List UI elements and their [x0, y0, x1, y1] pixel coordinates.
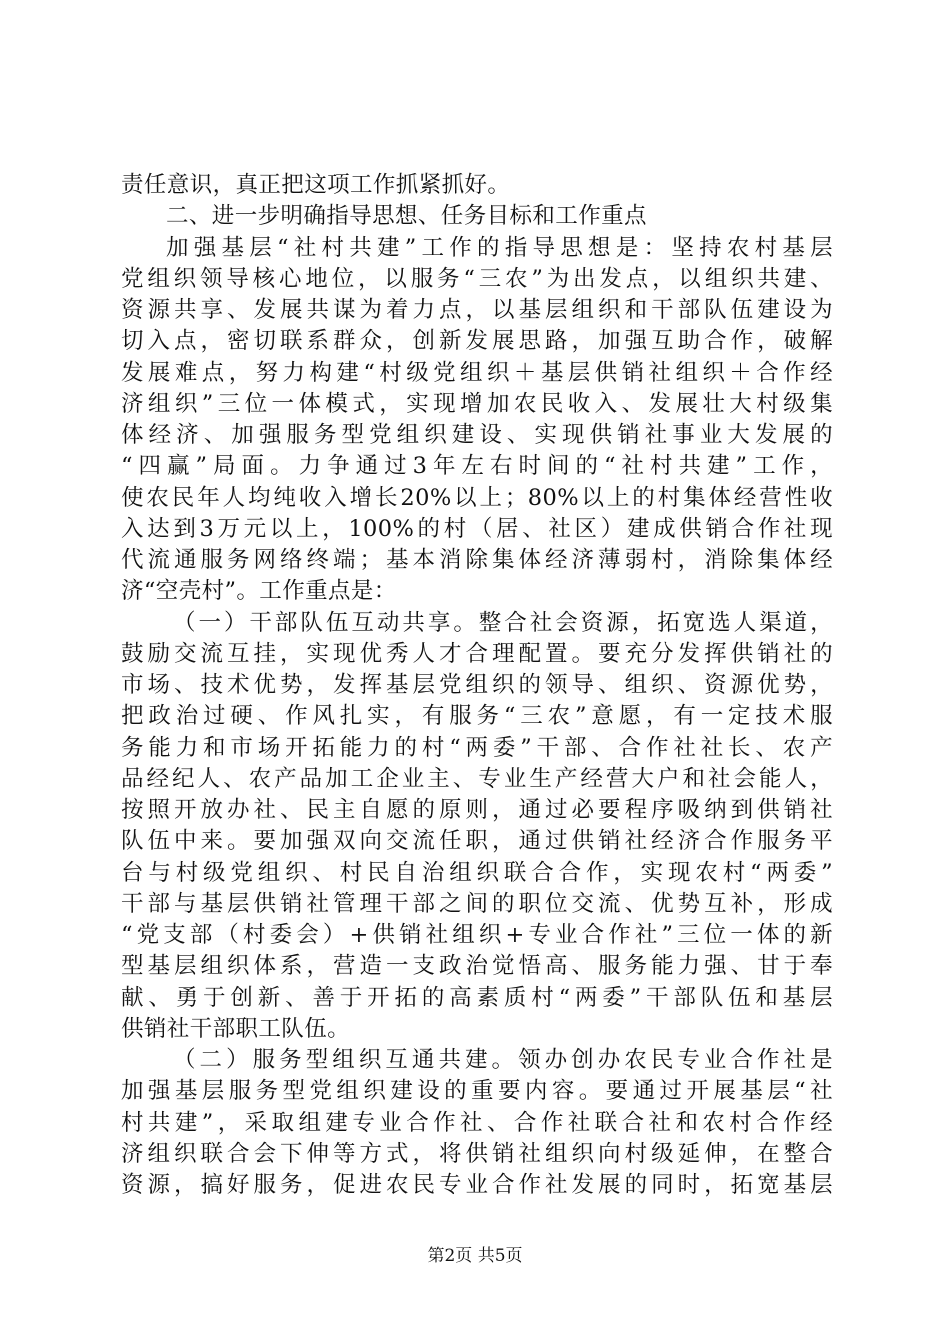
section-heading: 二、进一步明确指导思想、任务目标和工作重点 [166, 203, 647, 230]
subsection-line: （二）服务型组织互通共建。领办创办农民专业合作社是 [173, 1047, 833, 1073]
text-line: 责任意识，真正把这项工作抓紧抓好。 [121, 172, 511, 198]
text-line: 资源共享、发展共谋为着力点，以基层组织和干部队伍建设为 [121, 297, 833, 323]
text-line: 献、勇于创新、善于开拓的高素质村“两委”干部队伍和基层 [121, 984, 833, 1011]
text-line: 按照开放办社、民主自愿的原则，通过必要程序吸纳到供销社 [121, 797, 833, 823]
subsection-line: （一）干部队伍互动共享。整合社会资源，拓宽选人渠道， [173, 609, 833, 636]
text-line: 务能力和市场开拓能力的村“两委”干部、合作社社长、农产 [121, 734, 833, 761]
text-line: 鼓励交流互挂，实现优秀人才合理配置。要充分发挥供销社的 [121, 640, 833, 667]
text-line: 入达到3万元以上，100%的村（居、社区）建成供销合作社现 [121, 515, 833, 542]
text-line: 使农民年人均纯收入增长20%以上；80%以上的村集体经营性收 [121, 484, 833, 511]
text-line: 切入点，密切联系群众，创新发展思路，加强互助合作，破解 [121, 328, 833, 355]
text-line: 加强基层服务型党组织建设的重要内容。要通过开展基层“社 [121, 1078, 833, 1105]
text-line: 市场、技术优势，发挥基层党组织的领导、组织、资源优势， [121, 672, 833, 698]
text-line: 济组织联合会下伸等方式，将供销社组织向村级延伸，在整合 [121, 1140, 833, 1167]
text-line: 村共建”，采取组建专业合作社、合作社联合社和农村合作经 [121, 1109, 833, 1136]
page-number-footer: 第2页 共5页 [427, 1246, 523, 1266]
text-line: 把政治过硬、作风扎实，有服务“三农”意愿，有一定技术服 [121, 703, 833, 730]
document-body [121, 170, 833, 1201]
text-line: 队伍中来。要加强双向交流任职，通过供销社经济合作服务平 [121, 828, 833, 855]
text-line: “四赢”局面。力争通过3年左右时间的“社村共建”工作， [121, 453, 833, 480]
text-line: 台与村级党组织、村民自治组织联合合作，实现农村“两委” [121, 859, 833, 886]
text-line: 济组织”三位一体模式，实现增加农民收入、发展壮大村级集 [121, 390, 833, 417]
text-line: 型基层组织体系，营造一支政治觉悟高、服务能力强、甘于奉 [121, 953, 833, 980]
text-line: 加强基层“社村共建”工作的指导思想是：坚持农村基层 [166, 234, 833, 261]
text-line: 资源，搞好服务，促进农民专业合作社发展的同时，拓宽基层 [121, 1172, 833, 1198]
text-line: 供销社干部职工队伍。 [121, 1015, 351, 1042]
text-line: 党组织领导核心地位，以服务“三农”为出发点，以组织共建、 [121, 265, 833, 292]
text-line: 代流通服务网络终端；基本消除集体经济薄弱村，消除集体经 [121, 547, 833, 573]
text-line: 体经济、加强服务型党组织建设、实现供销社事业大发展的 [121, 422, 833, 448]
text-line: “党支部（村委会）+供销社组织+专业合作社”三位一体的新 [121, 922, 833, 948]
text-line: 品经纪人、农产品加工企业主、专业生产经营大户和社会能人， [121, 765, 833, 792]
text-line: 干部与基层供销社管理干部之间的职位交流、优势互补，形成 [121, 890, 833, 917]
text-line: 济“空壳村”。工作重点是： [121, 578, 397, 605]
text-line: 发展难点，努力构建“村级党组织＋基层供销社组织＋合作经 [121, 359, 833, 386]
